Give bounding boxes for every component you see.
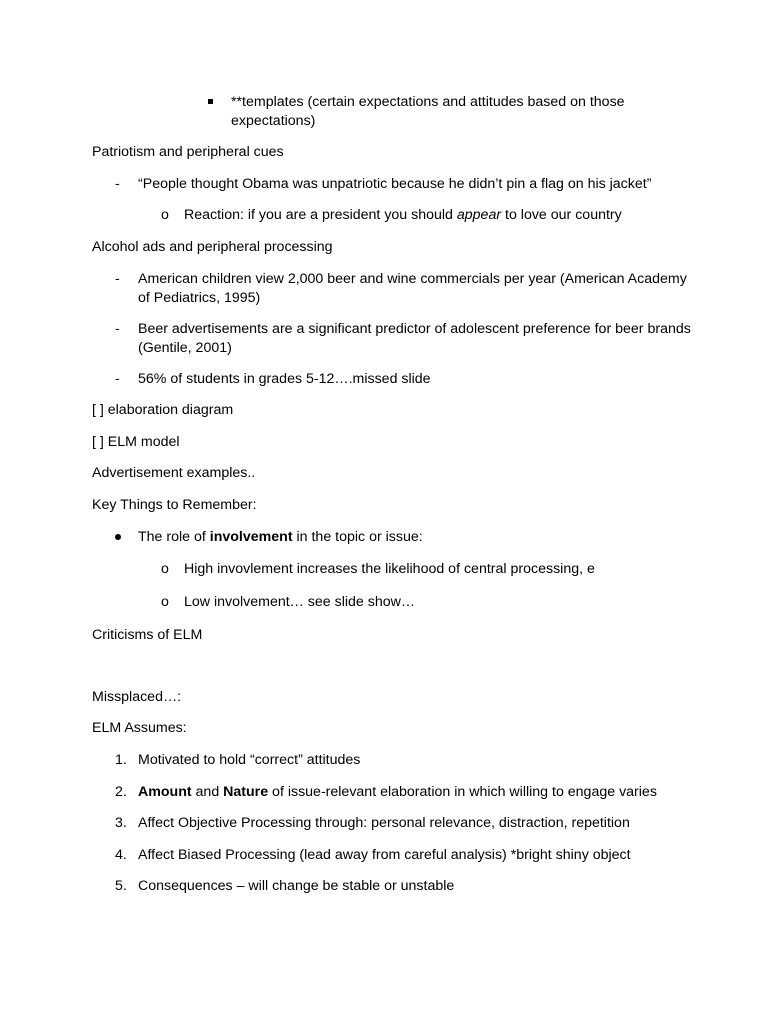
reaction-text-a: Reaction: if you are a president you should [184, 207, 457, 223]
reaction-text-b: to love our country [501, 207, 622, 223]
list-number: 2. [115, 784, 127, 800]
amount-bold: Amount [138, 784, 192, 800]
nature-bold: Nature [223, 784, 269, 800]
checklist-elm-model: [ ] ELM model [92, 434, 180, 450]
assumption-4: Affect Biased Processing (lead away from careful analysis) *bright shiny object [138, 847, 631, 863]
dash-bullet: - [115, 371, 120, 387]
low-involvement: Low involvement… see slide show… [184, 594, 416, 610]
alcohol-item-2-line-2: (Gentile, 2001) [138, 340, 232, 356]
list-number: 4. [115, 847, 127, 863]
alcohol-item-1-line-1: American children view 2,000 beer and wine commercials per year (American Academy [138, 271, 687, 287]
alcohol-item-1-line-2: of Pediatrics, 1995) [138, 290, 261, 306]
list-number: 3. [115, 815, 127, 831]
reaction-emphasis: appear [456, 207, 502, 223]
missplaced: Missplaced…: [92, 689, 182, 705]
checklist-elaboration-diagram: [ ] elaboration diagram [92, 402, 234, 418]
templates-line-2: expectations) [231, 113, 316, 129]
key-things-heading: Key Things to Remember: [92, 497, 257, 513]
assumption-1: Motivated to hold “correct” attitudes [138, 752, 361, 768]
alcohol-item-2-line-1: Beer advertisements are a significant predictor of adolescent preference for beer brands [138, 321, 691, 337]
role-text-b: in the topic or issue: [292, 529, 423, 545]
obama-quote: “People thought Obama was unpatriotic because he didn’t pin a flag on his jacket” [138, 176, 652, 192]
dash-bullet: - [115, 271, 120, 287]
assumption-5: Consequences – will change be stable or unstable [138, 878, 455, 894]
alcohol-item-3: 56% of students in grades 5-12….missed slide [138, 371, 431, 387]
elm-assumes-heading: ELM Assumes: [92, 720, 187, 736]
patriotism-heading: Patriotism and peripheral cues [92, 144, 284, 160]
advertisement-examples: Advertisement examples.. [92, 465, 256, 481]
role-of-involvement [138, 528, 423, 546]
o-bullet: o [161, 207, 169, 223]
assumption-2-rest: of issue-relevant elaboration in which willing to engage varies [268, 784, 657, 800]
involvement-bold: involvement [209, 529, 293, 545]
assumption-3: Affect Objective Processing through: personal relevance, distraction, repetition [138, 815, 630, 831]
role-text-a: The role of [138, 529, 210, 545]
dash-bullet: - [115, 321, 120, 337]
square-bullet-icon [208, 99, 213, 104]
list-number: 5. [115, 878, 127, 894]
templates-line-1: **templates (certain expectations and attitudes based on those [231, 94, 625, 110]
assumption-2-and: and [191, 784, 224, 800]
assumption-2 [138, 783, 657, 801]
o-bullet: o [161, 561, 169, 577]
o-bullet: o [161, 594, 169, 610]
high-involvement: High invovlement increases the likelihood of central processing, e [184, 561, 595, 577]
reaction-line [184, 206, 622, 224]
alcohol-heading: Alcohol ads and peripheral processing [92, 239, 333, 255]
round-bullet-icon [115, 534, 121, 540]
dash-bullet: - [115, 176, 120, 192]
criticisms-heading: Criticisms of ELM [92, 627, 203, 643]
list-number: 1. [115, 752, 127, 768]
